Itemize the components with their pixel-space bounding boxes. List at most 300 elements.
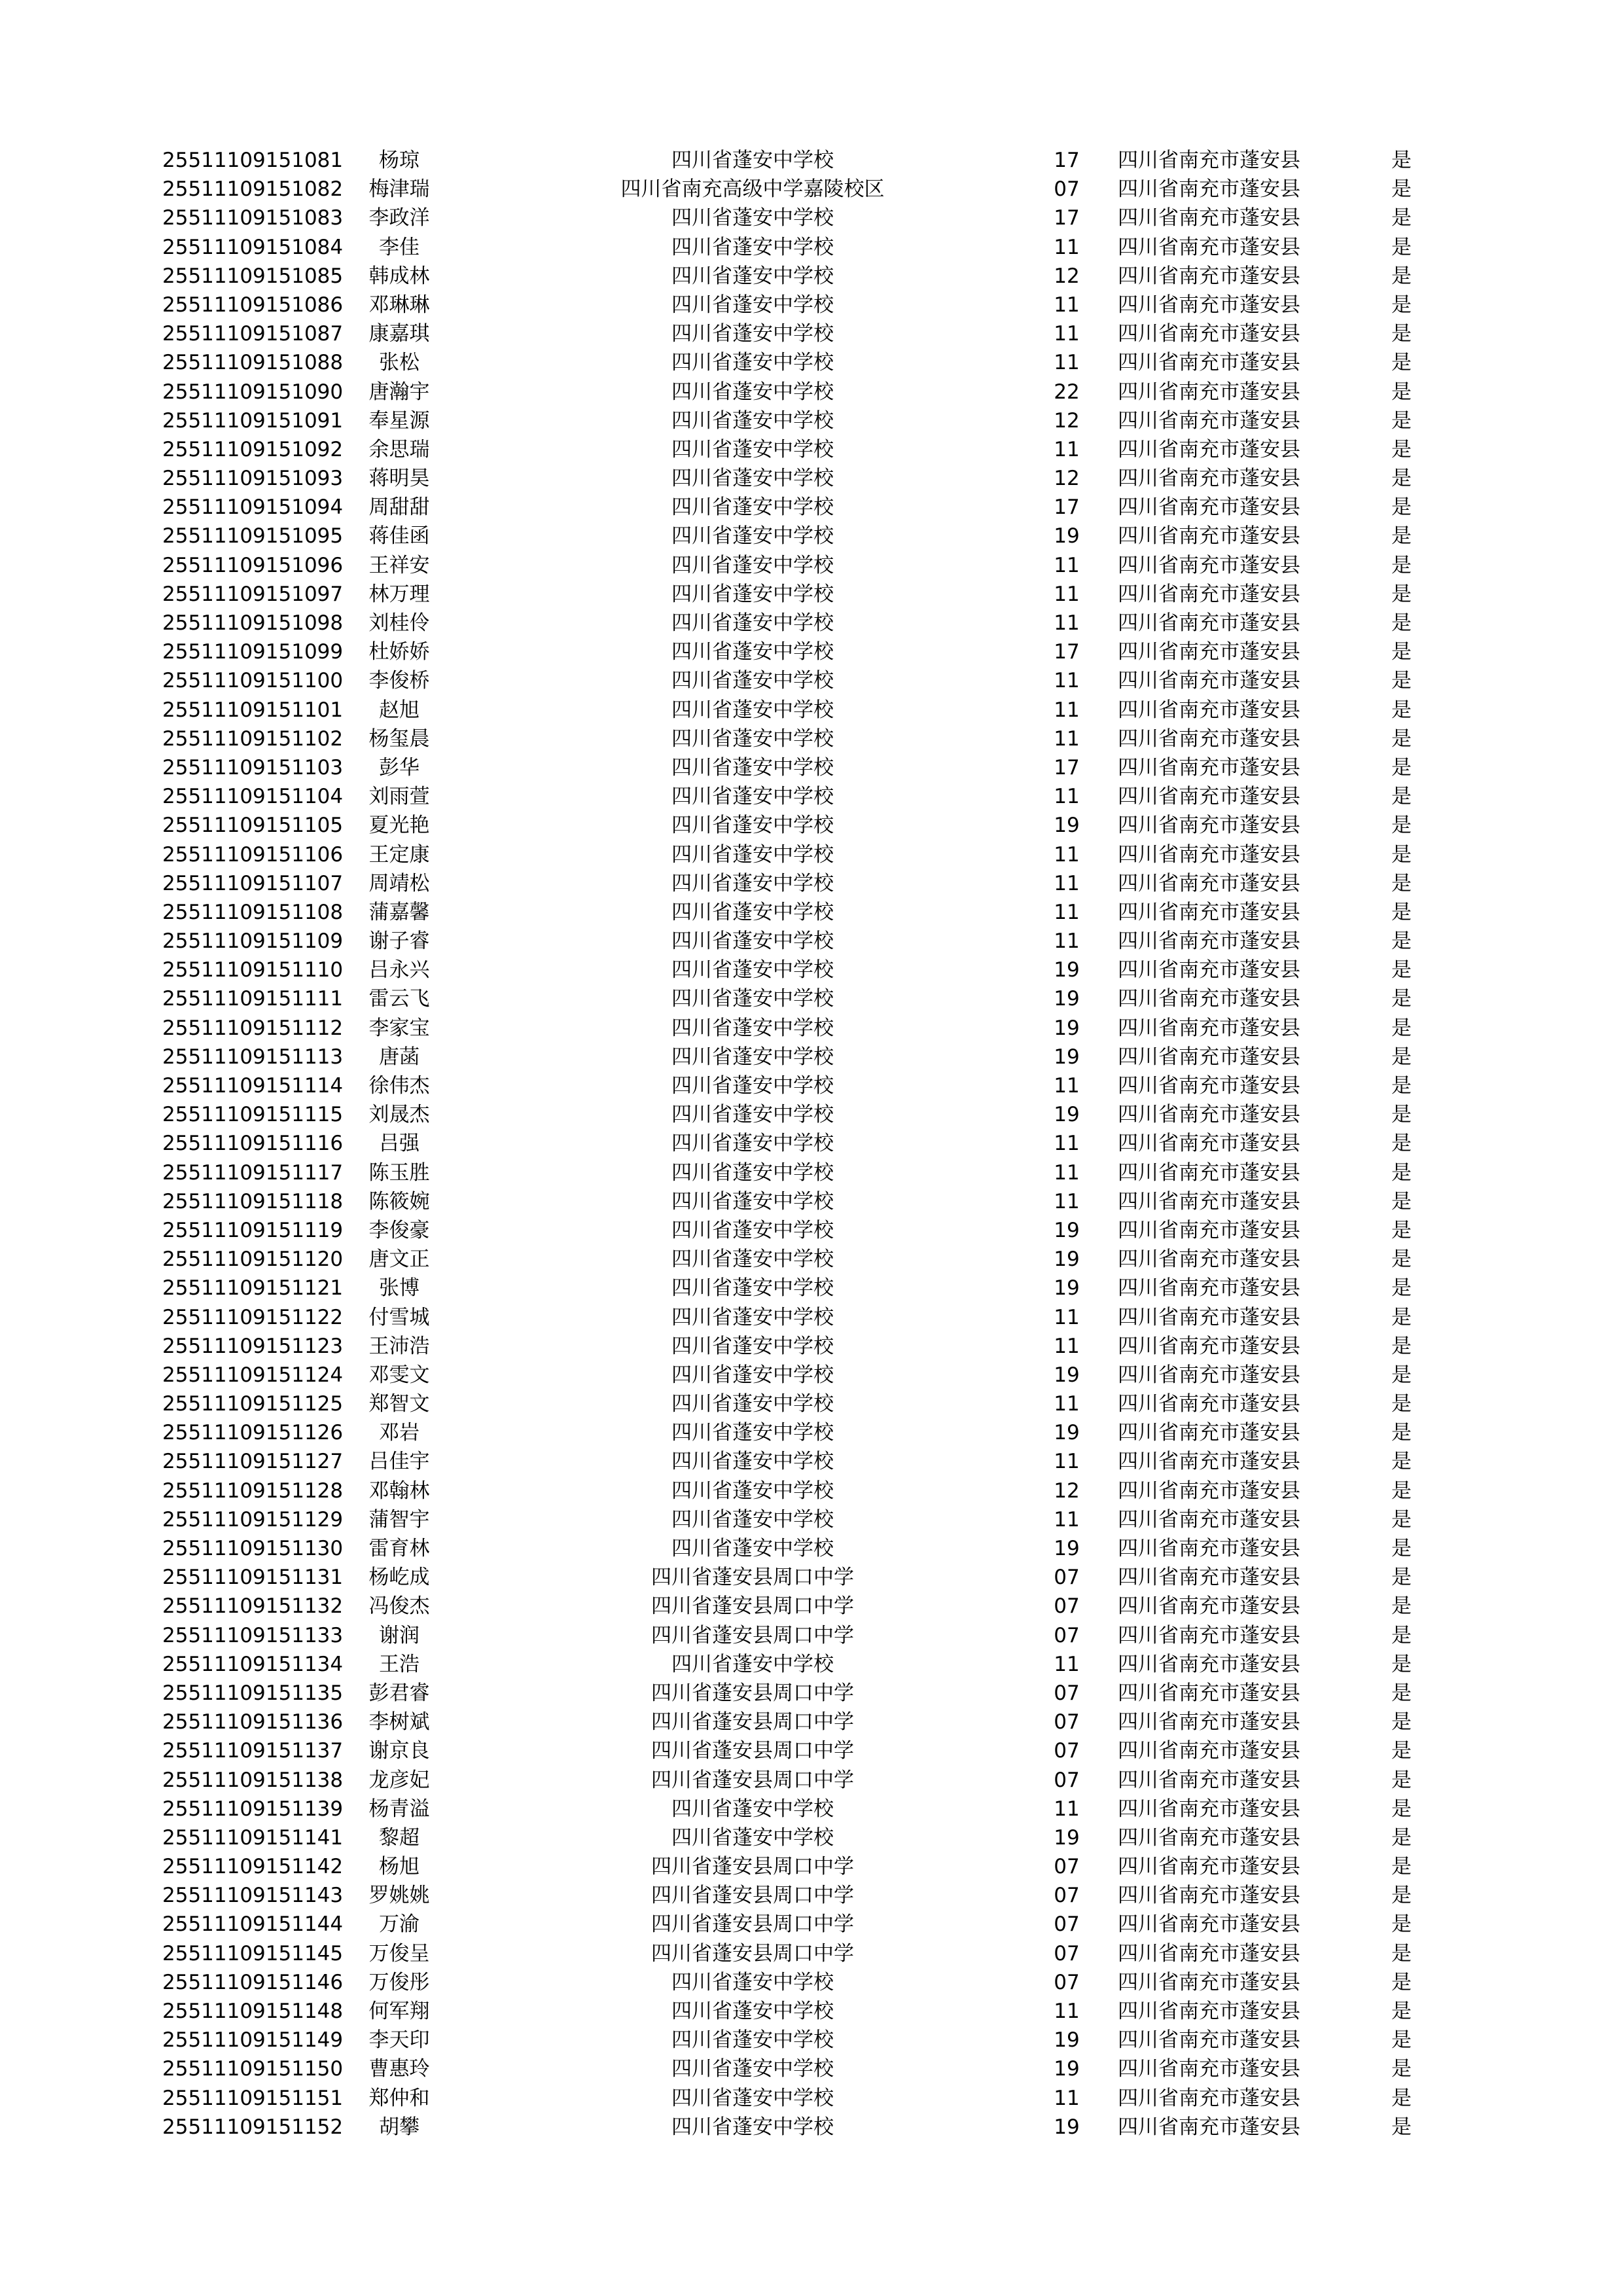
category-code: 19 bbox=[1054, 1218, 1080, 1242]
flag-yes: 是 bbox=[1391, 1710, 1412, 1734]
student-name: 陈玉胜 bbox=[368, 1160, 430, 1185]
flag-yes: 是 bbox=[1391, 1016, 1412, 1040]
category-code: 11 bbox=[1054, 1189, 1080, 1213]
category-code: 11 bbox=[1054, 351, 1080, 375]
table-row bbox=[0, 1708, 1623, 1736]
student-name: 邓翰林 bbox=[368, 1479, 430, 1503]
school-name: 四川省蓬安中学校 bbox=[671, 1479, 834, 1503]
table-row bbox=[0, 1679, 1623, 1708]
student-name: 康嘉琪 bbox=[368, 322, 430, 346]
student-name: 龙彦妃 bbox=[368, 1768, 430, 1792]
flag-yes: 是 bbox=[1391, 467, 1412, 491]
category-code: 07 bbox=[1054, 1594, 1080, 1619]
category-code: 07 bbox=[1054, 1912, 1080, 1937]
student-id: 25511109151129 bbox=[162, 1507, 344, 1532]
flag-yes: 是 bbox=[1391, 264, 1412, 288]
table-row bbox=[0, 927, 1623, 956]
region: 四川省南充市蓬安县 bbox=[1118, 1710, 1300, 1734]
table-row bbox=[0, 984, 1623, 1013]
flag-yes: 是 bbox=[1391, 669, 1412, 693]
table-row bbox=[0, 146, 1623, 175]
category-code: 07 bbox=[1054, 1710, 1080, 1734]
student-name: 彭华 bbox=[379, 755, 419, 780]
region: 四川省南充市蓬安县 bbox=[1118, 1016, 1300, 1040]
category-code: 19 bbox=[1054, 814, 1080, 838]
student-name: 谢子睿 bbox=[368, 929, 430, 954]
student-id: 25511109151102 bbox=[162, 726, 344, 751]
table-row bbox=[0, 1852, 1623, 1881]
region: 四川省南充市蓬安县 bbox=[1118, 785, 1300, 809]
student-name: 周甜甜 bbox=[368, 495, 430, 520]
student-name: 蒲智宇 bbox=[368, 1507, 430, 1532]
student-name: 刘晟杰 bbox=[368, 1103, 430, 1127]
region: 四川省南充市蓬安县 bbox=[1118, 2028, 1300, 2053]
student-name: 杨玺晨 bbox=[368, 726, 430, 751]
table-row bbox=[0, 1823, 1623, 1852]
student-name: 冯俊杰 bbox=[368, 1594, 430, 1619]
region: 四川省南充市蓬安县 bbox=[1118, 1074, 1300, 1098]
student-name: 杨琼 bbox=[379, 149, 419, 172]
table-row bbox=[0, 1592, 1623, 1621]
school-name: 四川省蓬安中学校 bbox=[671, 814, 834, 838]
table-row bbox=[0, 319, 1623, 348]
table-row bbox=[0, 262, 1623, 291]
table-row bbox=[0, 1418, 1623, 1447]
student-id: 25511109151081 bbox=[162, 149, 344, 172]
table-row bbox=[0, 1216, 1623, 1245]
category-code: 07 bbox=[1054, 1623, 1080, 1647]
category-code: 11 bbox=[1054, 437, 1080, 461]
student-name: 李天印 bbox=[368, 2028, 430, 2053]
table-row bbox=[0, 753, 1623, 782]
flag-yes: 是 bbox=[1391, 1305, 1412, 1329]
school-name: 四川省蓬安中学校 bbox=[671, 467, 834, 491]
school-name: 四川省蓬安中学校 bbox=[671, 1074, 834, 1098]
student-name: 蒋佳函 bbox=[368, 524, 430, 548]
school-name: 四川省蓬安中学校 bbox=[671, 1189, 834, 1213]
student-id: 25511109151144 bbox=[162, 1912, 344, 1937]
flag-yes: 是 bbox=[1391, 611, 1412, 635]
student-id: 25511109151138 bbox=[162, 1768, 344, 1792]
student-id: 25511109151135 bbox=[162, 1681, 344, 1705]
region: 四川省南充市蓬安县 bbox=[1118, 1941, 1300, 1965]
category-code: 17 bbox=[1054, 149, 1080, 172]
student-name: 万俊彤 bbox=[368, 1970, 430, 1994]
flag-yes: 是 bbox=[1391, 1507, 1412, 1532]
student-id: 25511109151113 bbox=[162, 1045, 344, 1069]
flag-yes: 是 bbox=[1391, 1594, 1412, 1619]
region: 四川省南充市蓬安县 bbox=[1118, 1218, 1300, 1242]
student-name: 蒋明昊 bbox=[368, 467, 430, 491]
student-id: 25511109151152 bbox=[162, 2115, 344, 2139]
school-name: 四川省蓬安中学校 bbox=[671, 1305, 834, 1329]
student-id: 25511109151118 bbox=[162, 1189, 344, 1213]
student-id: 25511109151094 bbox=[162, 495, 344, 520]
school-name: 四川省蓬安中学校 bbox=[671, 669, 834, 693]
student-name: 吕佳宇 bbox=[368, 1450, 430, 1474]
table-row bbox=[0, 1736, 1623, 1765]
student-name: 周靖松 bbox=[368, 871, 430, 895]
region: 四川省南充市蓬安县 bbox=[1118, 1797, 1300, 1821]
category-code: 17 bbox=[1054, 755, 1080, 780]
school-name: 四川省蓬安中学校 bbox=[671, 1652, 834, 1676]
student-name: 韩成林 bbox=[368, 264, 430, 288]
region: 四川省南充市蓬安县 bbox=[1118, 1566, 1300, 1590]
category-code: 17 bbox=[1054, 495, 1080, 520]
region: 四川省南充市蓬安县 bbox=[1118, 1739, 1300, 1763]
region: 四川省南充市蓬安县 bbox=[1118, 871, 1300, 895]
flag-yes: 是 bbox=[1391, 871, 1412, 895]
school-name: 四川省蓬安县周口中学 bbox=[651, 1941, 854, 1965]
table-row bbox=[0, 1390, 1623, 1418]
school-name: 四川省蓬安中学校 bbox=[671, 380, 834, 404]
flag-yes: 是 bbox=[1391, 929, 1412, 954]
category-code: 19 bbox=[1054, 1363, 1080, 1387]
school-name: 四川省蓬安中学校 bbox=[671, 900, 834, 924]
school-name: 四川省南充高级中学嘉陵校区 bbox=[620, 177, 885, 202]
table-row bbox=[0, 1477, 1623, 1505]
student-id: 25511109151134 bbox=[162, 1652, 344, 1676]
category-code: 11 bbox=[1054, 1132, 1080, 1156]
table-row bbox=[0, 1910, 1623, 1939]
category-code: 11 bbox=[1054, 1652, 1080, 1676]
student-id: 25511109151121 bbox=[162, 1276, 344, 1300]
region: 四川省南充市蓬安县 bbox=[1118, 900, 1300, 924]
school-name: 四川省蓬安县周口中学 bbox=[651, 1884, 854, 1908]
school-name: 四川省蓬安县周口中学 bbox=[651, 1768, 854, 1792]
flag-yes: 是 bbox=[1391, 1392, 1412, 1416]
student-id: 25511109151125 bbox=[162, 1392, 344, 1416]
student-name: 王沛浩 bbox=[368, 1334, 430, 1358]
flag-yes: 是 bbox=[1391, 842, 1412, 867]
table-row bbox=[0, 2084, 1623, 2113]
table-row bbox=[0, 1939, 1623, 1968]
student-id: 25511109151106 bbox=[162, 842, 344, 867]
region: 四川省南充市蓬安县 bbox=[1118, 264, 1300, 288]
category-code: 12 bbox=[1054, 264, 1080, 288]
school-name: 四川省蓬安中学校 bbox=[671, 1421, 834, 1445]
student-id: 25511109151146 bbox=[162, 1970, 344, 1994]
flag-yes: 是 bbox=[1391, 1970, 1412, 1994]
student-list-table bbox=[0, 146, 1623, 2142]
student-id: 25511109151104 bbox=[162, 785, 344, 809]
school-name: 四川省蓬安中学校 bbox=[671, 871, 834, 895]
student-name: 李俊豪 bbox=[368, 1218, 430, 1242]
flag-yes: 是 bbox=[1391, 1941, 1412, 1965]
student-name: 余思瑞 bbox=[368, 437, 430, 461]
region: 四川省南充市蓬安县 bbox=[1118, 1305, 1300, 1329]
student-name: 奉星源 bbox=[368, 408, 430, 433]
category-code: 19 bbox=[1054, 2028, 1080, 2053]
category-code: 19 bbox=[1054, 2057, 1080, 2081]
student-id: 25511109151111 bbox=[162, 987, 344, 1011]
flag-yes: 是 bbox=[1391, 582, 1412, 606]
school-name: 四川省蓬安中学校 bbox=[671, 206, 834, 230]
table-row bbox=[0, 1303, 1623, 1332]
table-row bbox=[0, 1129, 1623, 1158]
table-row bbox=[0, 1650, 1623, 1679]
table-row bbox=[0, 1563, 1623, 1592]
flag-yes: 是 bbox=[1391, 755, 1412, 780]
table-row bbox=[0, 637, 1623, 666]
region: 四川省南充市蓬安县 bbox=[1118, 842, 1300, 867]
school-name: 四川省蓬安中学校 bbox=[671, 582, 834, 606]
school-name: 四川省蓬安中学校 bbox=[671, 958, 834, 982]
table-row bbox=[0, 580, 1623, 609]
student-id: 25511109151085 bbox=[162, 264, 344, 288]
student-name: 谢润 bbox=[379, 1623, 419, 1647]
category-code: 19 bbox=[1054, 987, 1080, 1011]
category-code: 11 bbox=[1054, 726, 1080, 751]
student-id: 25511109151130 bbox=[162, 1537, 344, 1560]
region: 四川省南充市蓬安县 bbox=[1118, 1276, 1300, 1300]
student-name: 胡攀 bbox=[379, 2115, 419, 2139]
flag-yes: 是 bbox=[1391, 1450, 1412, 1474]
table-row bbox=[0, 378, 1623, 406]
student-name: 夏光艳 bbox=[368, 814, 430, 838]
flag-yes: 是 bbox=[1391, 726, 1412, 751]
category-code: 07 bbox=[1054, 177, 1080, 202]
category-code: 11 bbox=[1054, 582, 1080, 606]
category-code: 19 bbox=[1054, 1537, 1080, 1560]
student-id: 25511109151114 bbox=[162, 1074, 344, 1098]
flag-yes: 是 bbox=[1391, 206, 1412, 230]
table-row bbox=[0, 204, 1623, 232]
category-code: 17 bbox=[1054, 640, 1080, 664]
student-id: 25511109151087 bbox=[162, 322, 344, 346]
student-name: 陈筱婉 bbox=[368, 1189, 430, 1213]
category-code: 11 bbox=[1054, 553, 1080, 577]
region: 四川省南充市蓬安县 bbox=[1118, 1884, 1300, 1908]
flag-yes: 是 bbox=[1391, 408, 1412, 433]
region: 四川省南充市蓬安县 bbox=[1118, 322, 1300, 346]
flag-yes: 是 bbox=[1391, 1218, 1412, 1242]
school-name: 四川省蓬安中学校 bbox=[671, 1160, 834, 1185]
student-id: 25511109151123 bbox=[162, 1334, 344, 1358]
student-name: 李俊桥 bbox=[368, 669, 430, 693]
school-name: 四川省蓬安中学校 bbox=[671, 1537, 834, 1560]
table-row bbox=[0, 1014, 1623, 1043]
table-row bbox=[0, 1534, 1623, 1563]
student-id: 25511109151084 bbox=[162, 235, 344, 259]
school-name: 四川省蓬安中学校 bbox=[671, 785, 834, 809]
school-name: 四川省蓬安中学校 bbox=[671, 640, 834, 664]
student-name: 杨屹成 bbox=[368, 1566, 430, 1590]
flag-yes: 是 bbox=[1391, 698, 1412, 722]
region: 四川省南充市蓬安县 bbox=[1118, 987, 1300, 1011]
school-name: 四川省蓬安中学校 bbox=[671, 611, 834, 635]
region: 四川省南充市蓬安县 bbox=[1118, 1912, 1300, 1937]
table-row bbox=[0, 551, 1623, 580]
flag-yes: 是 bbox=[1391, 2086, 1412, 2110]
flag-yes: 是 bbox=[1391, 1103, 1412, 1127]
flag-yes: 是 bbox=[1391, 1825, 1412, 1850]
region: 四川省南充市蓬安县 bbox=[1118, 206, 1300, 230]
student-name: 李家宝 bbox=[368, 1016, 430, 1040]
flag-yes: 是 bbox=[1391, 235, 1412, 259]
student-name: 罗姚姚 bbox=[368, 1884, 430, 1908]
region: 四川省南充市蓬安县 bbox=[1118, 1392, 1300, 1416]
category-code: 07 bbox=[1054, 1855, 1080, 1879]
student-name: 雷云飞 bbox=[368, 987, 430, 1011]
flag-yes: 是 bbox=[1391, 351, 1412, 375]
category-code: 11 bbox=[1054, 929, 1080, 954]
student-id: 25511109151132 bbox=[162, 1594, 344, 1619]
region: 四川省南充市蓬安县 bbox=[1118, 1334, 1300, 1358]
table-row bbox=[0, 348, 1623, 377]
student-id: 25511109151101 bbox=[162, 698, 344, 722]
student-id: 25511109151093 bbox=[162, 467, 344, 491]
student-name: 谢京良 bbox=[368, 1739, 430, 1763]
category-code: 11 bbox=[1054, 871, 1080, 895]
school-name: 四川省蓬安中学校 bbox=[671, 1450, 834, 1474]
student-name: 刘桂伶 bbox=[368, 611, 430, 635]
student-id: 25511109151115 bbox=[162, 1103, 344, 1127]
table-row bbox=[0, 898, 1623, 927]
category-code: 07 bbox=[1054, 1970, 1080, 1994]
region: 四川省南充市蓬安县 bbox=[1118, 1825, 1300, 1850]
region: 四川省南充市蓬安县 bbox=[1118, 553, 1300, 577]
flag-yes: 是 bbox=[1391, 987, 1412, 1011]
flag-yes: 是 bbox=[1391, 293, 1412, 317]
region: 四川省南充市蓬安县 bbox=[1118, 958, 1300, 982]
category-code: 19 bbox=[1054, 1421, 1080, 1445]
student-id: 25511109151108 bbox=[162, 900, 344, 924]
table-row bbox=[0, 175, 1623, 204]
table-row bbox=[0, 522, 1623, 550]
school-name: 四川省蓬安中学校 bbox=[671, 1132, 834, 1156]
student-name: 吕永兴 bbox=[368, 958, 430, 982]
region: 四川省南充市蓬安县 bbox=[1118, 524, 1300, 548]
student-name: 梅津瑞 bbox=[368, 177, 430, 202]
student-id: 25511109151131 bbox=[162, 1566, 344, 1590]
region: 四川省南充市蓬安县 bbox=[1118, 755, 1300, 780]
category-code: 11 bbox=[1054, 900, 1080, 924]
table-row bbox=[0, 435, 1623, 464]
student-name: 徐伟杰 bbox=[368, 1074, 430, 1098]
table-row bbox=[0, 1361, 1623, 1390]
student-id: 25511109151103 bbox=[162, 755, 344, 780]
flag-yes: 是 bbox=[1391, 1537, 1412, 1560]
student-name: 万俊呈 bbox=[368, 1941, 430, 1965]
table-row bbox=[0, 1997, 1623, 2026]
student-id: 25511109151124 bbox=[162, 1363, 344, 1387]
region: 四川省南充市蓬安县 bbox=[1118, 1681, 1300, 1705]
flag-yes: 是 bbox=[1391, 1768, 1412, 1792]
school-name: 四川省蓬安中学校 bbox=[671, 1970, 834, 1994]
flag-yes: 是 bbox=[1391, 149, 1412, 172]
school-name: 四川省蓬安中学校 bbox=[671, 1797, 834, 1821]
school-name: 四川省蓬安中学校 bbox=[671, 1334, 834, 1358]
region: 四川省南充市蓬安县 bbox=[1118, 1132, 1300, 1156]
category-code: 19 bbox=[1054, 1045, 1080, 1069]
school-name: 四川省蓬安中学校 bbox=[671, 1103, 834, 1127]
table-row bbox=[0, 1187, 1623, 1216]
school-name: 四川省蓬安中学校 bbox=[671, 1045, 834, 1069]
category-code: 11 bbox=[1054, 2086, 1080, 2110]
category-code: 12 bbox=[1054, 408, 1080, 433]
student-id: 25511109151116 bbox=[162, 1132, 344, 1156]
table-row bbox=[0, 493, 1623, 522]
school-name: 四川省蓬安县周口中学 bbox=[651, 1681, 854, 1705]
region: 四川省南充市蓬安县 bbox=[1118, 293, 1300, 317]
flag-yes: 是 bbox=[1391, 814, 1412, 838]
student-id: 25511109151092 bbox=[162, 437, 344, 461]
student-id: 25511109151107 bbox=[162, 871, 344, 895]
flag-yes: 是 bbox=[1391, 495, 1412, 520]
flag-yes: 是 bbox=[1391, 1681, 1412, 1705]
category-code: 19 bbox=[1054, 1276, 1080, 1300]
region: 四川省南充市蓬安县 bbox=[1118, 408, 1300, 433]
student-id: 25511109151117 bbox=[162, 1160, 344, 1185]
category-code: 11 bbox=[1054, 1334, 1080, 1358]
school-name: 四川省蓬安中学校 bbox=[671, 929, 834, 954]
category-code: 11 bbox=[1054, 1160, 1080, 1185]
region: 四川省南充市蓬安县 bbox=[1118, 611, 1300, 635]
school-name: 四川省蓬安中学校 bbox=[671, 322, 834, 346]
category-code: 07 bbox=[1054, 1768, 1080, 1792]
category-code: 11 bbox=[1054, 1450, 1080, 1474]
school-name: 四川省蓬安县周口中学 bbox=[651, 1912, 854, 1937]
school-name: 四川省蓬安中学校 bbox=[671, 1016, 834, 1040]
flag-yes: 是 bbox=[1391, 380, 1412, 404]
category-code: 07 bbox=[1054, 1941, 1080, 1965]
student-name: 张松 bbox=[379, 351, 419, 375]
region: 四川省南充市蓬安县 bbox=[1118, 929, 1300, 954]
region: 四川省南充市蓬安县 bbox=[1118, 1970, 1300, 1994]
student-id: 25511109151086 bbox=[162, 293, 344, 317]
flag-yes: 是 bbox=[1391, 2057, 1412, 2081]
flag-yes: 是 bbox=[1391, 1160, 1412, 1185]
category-code: 07 bbox=[1054, 1681, 1080, 1705]
student-name: 李佳 bbox=[379, 235, 419, 259]
student-id: 25511109151133 bbox=[162, 1623, 344, 1647]
table-row bbox=[0, 406, 1623, 435]
table-row bbox=[0, 869, 1623, 898]
school-name: 四川省蓬安中学校 bbox=[671, 351, 834, 375]
table-row bbox=[0, 1447, 1623, 1476]
school-name: 四川省蓬安中学校 bbox=[671, 235, 834, 259]
student-id: 25511109151090 bbox=[162, 380, 344, 404]
flag-yes: 是 bbox=[1391, 2115, 1412, 2139]
student-id: 25511109151139 bbox=[162, 1797, 344, 1821]
school-name: 四川省蓬安中学校 bbox=[671, 1392, 834, 1416]
student-id: 25511109151119 bbox=[162, 1218, 344, 1242]
student-name: 李树斌 bbox=[368, 1710, 430, 1734]
table-row bbox=[0, 1245, 1623, 1274]
table-row bbox=[0, 609, 1623, 637]
region: 四川省南充市蓬安县 bbox=[1118, 1045, 1300, 1069]
student-id: 25511109151112 bbox=[162, 1016, 344, 1040]
category-code: 11 bbox=[1054, 1074, 1080, 1098]
flag-yes: 是 bbox=[1391, 1623, 1412, 1647]
flag-yes: 是 bbox=[1391, 1479, 1412, 1503]
student-name: 李政洋 bbox=[368, 206, 430, 230]
region: 四川省南充市蓬安县 bbox=[1118, 380, 1300, 404]
category-code: 11 bbox=[1054, 2000, 1080, 2023]
region: 四川省南充市蓬安县 bbox=[1118, 1189, 1300, 1213]
category-code: 11 bbox=[1054, 1797, 1080, 1821]
flag-yes: 是 bbox=[1391, 1276, 1412, 1300]
table-row bbox=[0, 1795, 1623, 1823]
student-id: 25511109151096 bbox=[162, 553, 344, 577]
category-code: 11 bbox=[1054, 322, 1080, 346]
table-row bbox=[0, 1274, 1623, 1302]
table-row bbox=[0, 666, 1623, 695]
student-id: 25511109151097 bbox=[162, 582, 344, 606]
category-code: 11 bbox=[1054, 698, 1080, 722]
student-id: 25511109151095 bbox=[162, 524, 344, 548]
